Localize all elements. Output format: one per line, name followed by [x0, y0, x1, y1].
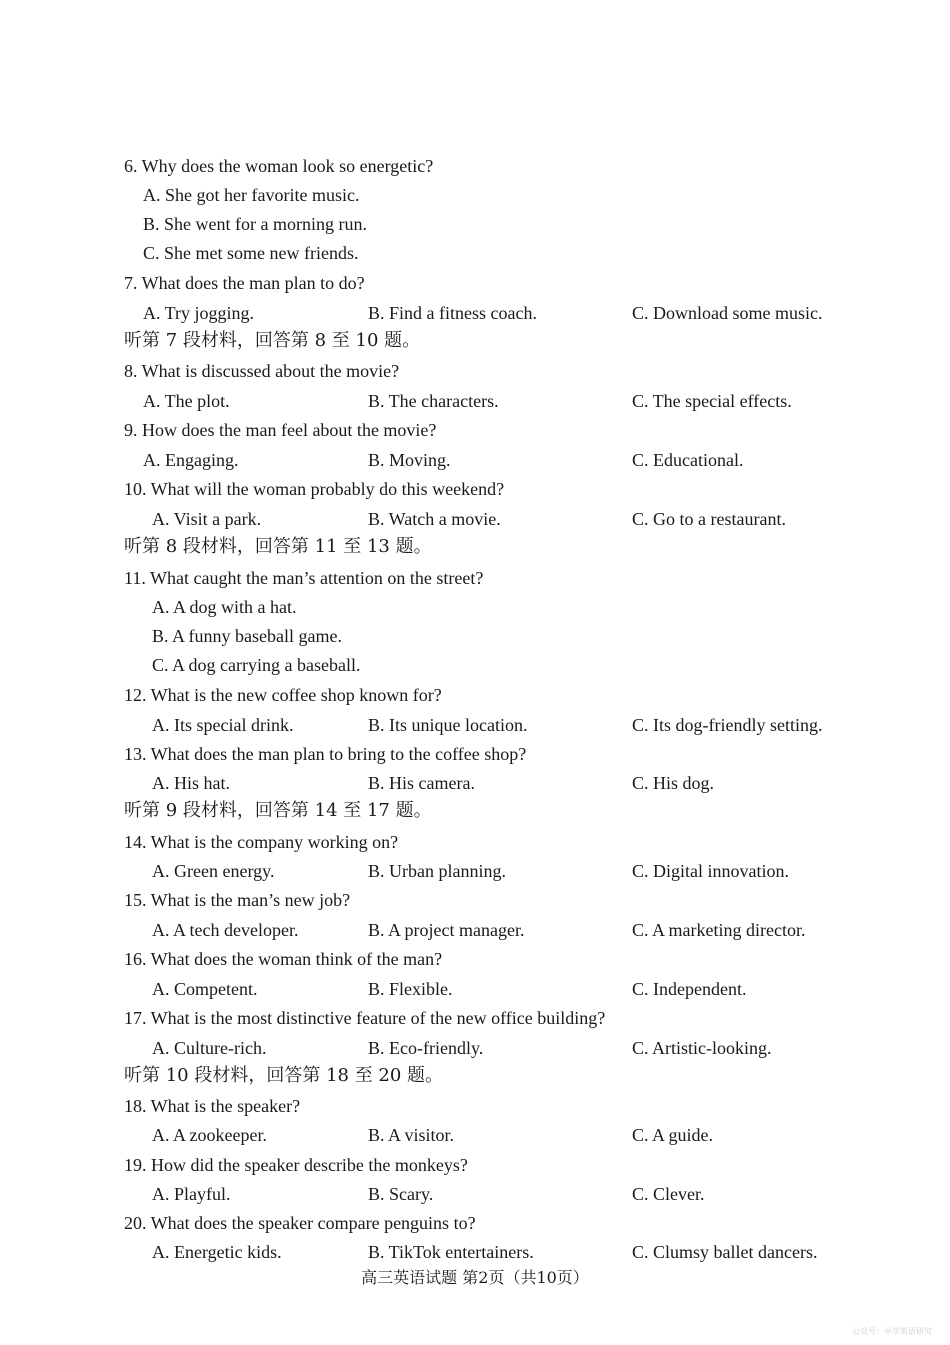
question-10-stem: 10. What will the woman probably do this weekend?: [124, 479, 505, 499]
question-16-option-b: B. Flexible.: [368, 979, 453, 999]
section-8-heading: 听第 8 段材料，回答第 11 至 13 题。: [124, 536, 432, 557]
question-11-option-c: C. A dog carrying a baseball.: [152, 655, 361, 675]
page-footer: 高三英语试题 第2页（共10页）: [361, 1268, 589, 1287]
question-8-option-b: B. The characters.: [368, 391, 499, 411]
question-11-option-a: A. A dog with a hat.: [152, 597, 297, 617]
question-11-stem: 11. What caught the man’s attention on the street?: [124, 568, 484, 588]
question-19-option-a: A. Playful.: [152, 1184, 231, 1204]
question-7-option-b: B. Find a fitness coach.: [368, 303, 537, 323]
question-10-option-a: A. Visit a park.: [152, 509, 262, 529]
question-14-option-a: A. Green energy.: [152, 861, 275, 881]
question-20-option-b: B. TikTok entertainers.: [368, 1242, 534, 1262]
question-16-option-c: C. Independent.: [632, 979, 747, 999]
question-12-stem: 12. What is the new coffee shop known for?: [124, 685, 442, 705]
question-17-option-c: C. Artistic-looking.: [632, 1038, 772, 1058]
question-13-option-c: C. His dog.: [632, 773, 715, 793]
section-9-heading: 听第 9 段材料，回答第 14 至 17 题。: [124, 800, 432, 821]
question-20-option-a: A. Energetic kids.: [152, 1242, 282, 1262]
question-8-option-a: A. The plot.: [143, 391, 230, 411]
question-10-option-c: C. Go to a restaurant.: [632, 509, 786, 529]
question-8-stem: 8. What is discussed about the movie?: [124, 361, 400, 381]
question-19-option-c: C. Clever.: [632, 1184, 705, 1204]
question-14-option-b: B. Urban planning.: [368, 861, 506, 881]
question-12-option-c: C. Its dog-friendly setting.: [632, 715, 823, 735]
question-16-option-a: A. Competent.: [152, 979, 258, 999]
question-9-option-b: B. Moving.: [368, 450, 451, 470]
question-19-stem: 19. How did the speaker describe the monkeys?: [124, 1155, 468, 1175]
question-14-option-c: C. Digital innovation.: [632, 861, 789, 881]
question-19-option-b: B. Scary.: [368, 1184, 434, 1204]
question-6-stem: 6. Why does the woman look so energetic?: [124, 156, 434, 176]
question-6-option-a: A. She got her favorite music.: [143, 185, 360, 205]
section-10-heading: 听第 10 段材料，回答第 18 至 20 题。: [124, 1065, 444, 1086]
question-13-stem: 13. What does the man plan to bring to the coffee shop?: [124, 744, 527, 764]
question-9-option-a: A. Engaging.: [143, 450, 239, 470]
question-20-option-c: C. Clumsy ballet dancers.: [632, 1242, 818, 1262]
question-17-stem: 17. What is the most distinctive feature of the new office building?: [124, 1008, 606, 1028]
watermark: 公众号：中学英语研究: [852, 1327, 932, 1336]
question-12-option-b: B. Its unique location.: [368, 715, 528, 735]
question-13-option-a: A. His hat.: [152, 773, 230, 793]
question-11-option-b: B. A funny baseball game.: [152, 626, 342, 646]
question-18-option-c: C. A guide.: [632, 1125, 714, 1145]
question-9-stem: 9. How does the man feel about the movie?: [124, 420, 437, 440]
question-15-option-c: C. A marketing director.: [632, 920, 806, 940]
question-6-option-b: B. She went for a morning run.: [143, 214, 367, 234]
question-6-option-c: C. She met some new friends.: [143, 243, 359, 263]
question-18-option-a: A. A zookeeper.: [152, 1125, 267, 1145]
question-7-option-c: C. Download some music.: [632, 303, 823, 323]
question-15-option-a: A. A tech developer.: [152, 920, 299, 940]
question-8-option-c: C. The special effects.: [632, 391, 792, 411]
question-15-option-b: B. A project manager.: [368, 920, 525, 940]
question-16-stem: 16. What does the woman think of the man?: [124, 949, 443, 969]
question-17-option-b: B. Eco-friendly.: [368, 1038, 484, 1058]
question-7-stem: 7. What does the man plan to do?: [124, 273, 365, 293]
question-10-option-b: B. Watch a movie.: [368, 509, 501, 529]
question-7-option-a: A. Try jogging.: [143, 303, 255, 323]
question-12-option-a: A. Its special drink.: [152, 715, 294, 735]
question-18-stem: 18. What is the speaker?: [124, 1096, 301, 1116]
question-20-stem: 20. What does the speaker compare penguins to?: [124, 1213, 476, 1233]
question-14-stem: 14. What is the company working on?: [124, 832, 399, 852]
question-17-option-a: A. Culture-rich.: [152, 1038, 267, 1058]
question-15-stem: 15. What is the man’s new job?: [124, 890, 351, 910]
question-13-option-b: B. His camera.: [368, 773, 475, 793]
section-7-heading: 听第 7 段材料，回答第 8 至 10 题。: [124, 330, 421, 351]
question-9-option-c: C. Educational.: [632, 450, 744, 470]
question-18-option-b: B. A visitor.: [368, 1125, 455, 1145]
